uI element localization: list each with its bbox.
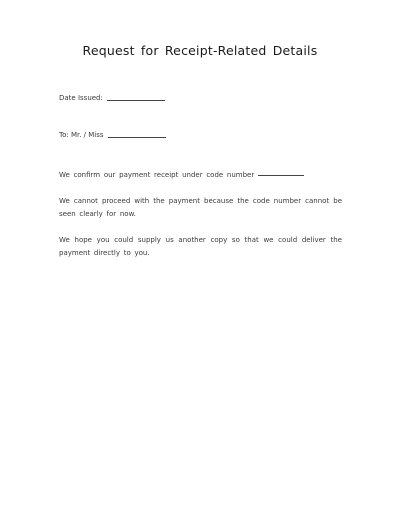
paragraph-confirm bbox=[59, 169, 342, 182]
recipient-label: To: Mr. / Miss bbox=[59, 131, 104, 139]
paragraph-cannot-proceed: We cannot proceed with the payment because the code number cannot be seen clearly for now. bbox=[59, 197, 342, 218]
date-issued-label: Date Issued: bbox=[59, 94, 103, 102]
date-issued-blank bbox=[107, 99, 165, 101]
code-number-blank bbox=[258, 174, 304, 176]
recipient-line bbox=[59, 131, 166, 139]
page-title: Request for Receipt-Related Details bbox=[82, 43, 318, 58]
date-issued-line bbox=[59, 94, 165, 102]
paragraph-request-copy: We hope you could supply us another copy so that we could deliver the payment directly to you. bbox=[59, 236, 342, 257]
recipient-blank bbox=[108, 136, 166, 138]
paragraph-confirm-text: We confirm our payment receipt under code number bbox=[59, 171, 255, 179]
